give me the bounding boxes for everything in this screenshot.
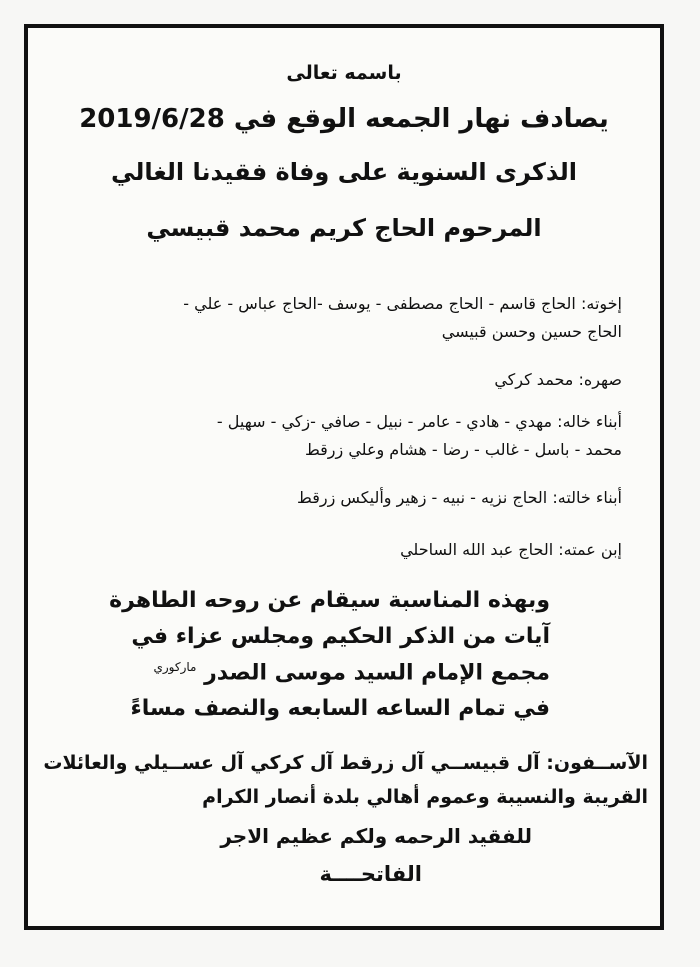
announcement-line-4: في تمام الساعه السابعه والنصف مساءً bbox=[130, 696, 550, 721]
relative-label: أبناء خالته: bbox=[552, 488, 622, 507]
venue-name: مجمع الإمام السيد موسى الصدر bbox=[204, 660, 550, 686]
mourners-block bbox=[43, 746, 648, 814]
mourners-line-2: القريبة والنسيبة وعموم أهالي بلدة أنصار الكرام bbox=[202, 786, 648, 808]
relative-names: الحاج عبد الله الساحلي bbox=[400, 540, 554, 559]
relative-names: الحاج قاسم - الحاج مصطفى - يوسف -الحاج عباس - علي - bbox=[183, 294, 576, 313]
paternal-aunt-son-entry bbox=[400, 536, 622, 564]
closing-fatiha: الفاتحــــة bbox=[319, 862, 422, 886]
closing-condolence: للفقيد الرحمه ولكم عظيم الاجر bbox=[220, 824, 532, 848]
mourners-line-1: آل قبيســي آل زرقط آل كركي آل عســيلي والعائلات bbox=[43, 752, 540, 774]
maternal-uncle-sons-entry bbox=[217, 408, 622, 464]
deceased-name: المرحوم الحاج كريم محمد قبيسي bbox=[146, 214, 542, 242]
notice-content bbox=[28, 28, 660, 926]
mourners-label: الآســفون: bbox=[546, 752, 648, 774]
relative-names: محمد كركي bbox=[494, 370, 574, 389]
relative-names-cont: محمد - باسل - غالب - رضا - هشام وعلي زرقط bbox=[304, 440, 622, 459]
announcement-line-2: آيات من الذكر الحكيم ومجلس عزاء في bbox=[131, 624, 550, 649]
relative-label: صهره: bbox=[578, 370, 622, 389]
date-line: يصادف نهار الجمعه الوقع في 2019/6/28 bbox=[79, 104, 609, 134]
announcement-line-1: وبهذه المناسبة سيقام عن روحه الطاهرة bbox=[109, 588, 550, 613]
maternal-aunt-sons-entry bbox=[297, 484, 622, 512]
relative-names: الحاج نزيه - نبيه - زهير وأليكس زرقط bbox=[297, 488, 548, 507]
page-border bbox=[24, 24, 664, 930]
relative-label: إبن عمته: bbox=[558, 540, 622, 559]
announcement-line-3 bbox=[153, 660, 550, 685]
venue-note: ماركوري bbox=[153, 660, 197, 674]
relative-label: إخوته: bbox=[580, 294, 622, 313]
basmala: باسمه تعالى bbox=[286, 62, 402, 84]
brothers-entry bbox=[183, 290, 622, 346]
relative-label: أبناء خاله: bbox=[557, 412, 622, 431]
memorial-line: الذكرى السنوية على وفاة فقيدنا الغالي bbox=[111, 158, 577, 186]
relative-names-cont: الحاج حسين وحسن قبيسي bbox=[441, 322, 622, 341]
in-law-entry bbox=[494, 366, 622, 394]
relative-names: مهدي - هادي - عامر - نبيل - صافي -زكي - سهيل - bbox=[216, 412, 553, 431]
